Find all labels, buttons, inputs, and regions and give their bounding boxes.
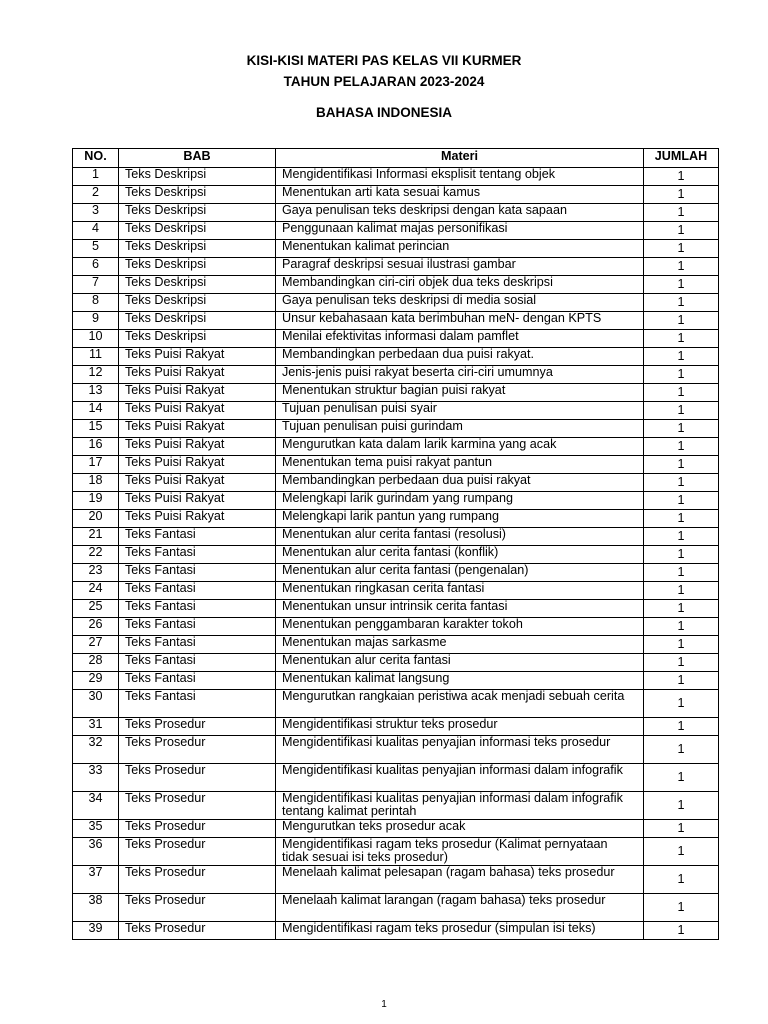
table-row	[73, 492, 719, 510]
cell-jumlah: 1	[644, 654, 719, 672]
table-row	[73, 204, 719, 222]
cell-bab: Teks Puisi Rakyat	[119, 474, 276, 492]
cell-bab: Teks Deskripsi	[119, 312, 276, 330]
table-body	[73, 168, 719, 940]
cell-jumlah: 1	[644, 866, 719, 894]
cell-no: 7	[73, 276, 119, 294]
table-row	[73, 618, 719, 636]
cell-bab: Teks Fantasi	[119, 528, 276, 546]
cell-materi: Jenis-jenis puisi rakyat beserta ciri-ciri umumnya	[276, 366, 644, 384]
cell-materi: Menentukan alur cerita fantasi (resolusi)	[276, 528, 644, 546]
cell-materi: Menentukan alur cerita fantasi (konflik)	[276, 546, 644, 564]
table-row	[73, 474, 719, 492]
document-year: TAHUN PELAJARAN 2023-2024	[283, 74, 485, 89]
cell-jumlah: 1	[644, 420, 719, 438]
cell-jumlah: 1	[644, 672, 719, 690]
table-row	[73, 654, 719, 672]
cell-bab: Teks Deskripsi	[119, 222, 276, 240]
cell-no: 30	[73, 690, 119, 718]
cell-bab: Teks Prosedur	[119, 820, 276, 838]
cell-jumlah: 1	[644, 294, 719, 312]
cell-bab: Teks Prosedur	[119, 718, 276, 736]
cell-jumlah: 1	[644, 618, 719, 636]
cell-bab: Teks Fantasi	[119, 672, 276, 690]
cell-materi: Menentukan arti kata sesuai kamus	[276, 186, 644, 204]
cell-bab: Teks Prosedur	[119, 866, 276, 894]
cell-bab: Teks Fantasi	[119, 600, 276, 618]
table-row	[73, 348, 719, 366]
cell-bab: Teks Prosedur	[119, 792, 276, 820]
cell-jumlah: 1	[644, 348, 719, 366]
cell-jumlah: 1	[644, 820, 719, 838]
table-row	[73, 528, 719, 546]
cell-materi: Menentukan alur cerita fantasi (pengenalan)	[276, 564, 644, 582]
table-row	[73, 384, 719, 402]
cell-jumlah: 1	[644, 894, 719, 922]
cell-no: 8	[73, 294, 119, 312]
cell-no: 23	[73, 564, 119, 582]
cell-jumlah: 1	[644, 736, 719, 764]
cell-bab: Teks Puisi Rakyat	[119, 456, 276, 474]
cell-materi: Mengidentifikasi struktur teks prosedur	[276, 718, 644, 736]
cell-materi: Melengkapi larik gurindam yang rumpang	[276, 492, 644, 510]
table-row	[73, 792, 719, 820]
cell-materi: Menentukan majas sarkasme	[276, 636, 644, 654]
table-row	[73, 820, 719, 838]
table-row	[73, 866, 719, 894]
cell-jumlah: 1	[644, 636, 719, 654]
table-row	[73, 222, 719, 240]
cell-bab: Teks Deskripsi	[119, 276, 276, 294]
cell-materi: Penggunaan kalimat majas personifikasi	[276, 222, 644, 240]
cell-no: 19	[73, 492, 119, 510]
cell-no: 25	[73, 600, 119, 618]
cell-bab: Teks Puisi Rakyat	[119, 510, 276, 528]
cell-materi: Gaya penulisan teks deskripsi di media sosial	[276, 294, 644, 312]
cell-jumlah: 1	[644, 402, 719, 420]
cell-jumlah: 1	[644, 474, 719, 492]
cell-materi: Membandingkan perbedaan dua puisi rakyat.	[276, 348, 644, 366]
header-materi: Materi	[276, 149, 644, 168]
table-row	[73, 366, 719, 384]
table-row	[73, 168, 719, 186]
cell-materi: Menelaah kalimat pelesapan (ragam bahasa) teks prosedur	[276, 866, 644, 894]
cell-materi: Tujuan penulisan puisi gurindam	[276, 420, 644, 438]
cell-bab: Teks Deskripsi	[119, 186, 276, 204]
cell-no: 37	[73, 866, 119, 894]
document-subject: BAHASA INDONESIA	[315, 105, 452, 120]
cell-materi: Mengidentifikasi kualitas penyajian informasi dalam infografik	[276, 764, 644, 792]
table-row	[73, 312, 719, 330]
table-row	[73, 718, 719, 736]
table-row	[73, 258, 719, 276]
cell-materi: Menentukan penggambaran karakter tokoh	[276, 618, 644, 636]
header-no: NO.	[73, 149, 119, 168]
cell-jumlah: 1	[644, 510, 719, 528]
cell-materi: Menentukan ringkasan cerita fantasi	[276, 582, 644, 600]
cell-bab: Teks Puisi Rakyat	[119, 402, 276, 420]
cell-jumlah: 1	[644, 764, 719, 792]
cell-no: 3	[73, 204, 119, 222]
cell-no: 22	[73, 546, 119, 564]
cell-materi: Menentukan tema puisi rakyat pantun	[276, 456, 644, 474]
cell-materi: Melengkapi larik pantun yang rumpang	[276, 510, 644, 528]
table-row	[73, 922, 719, 940]
cell-materi: Unsur kebahasaan kata berimbuhan meN- dengan KPTS	[276, 312, 644, 330]
cell-bab: Teks Deskripsi	[119, 240, 276, 258]
cell-materi: Mengurutkan kata dalam larik karmina yang acak	[276, 438, 644, 456]
cell-no: 17	[73, 456, 119, 474]
cell-materi: Mengidentifikasi ragam teks prosedur (simpulan isi teks)	[276, 922, 644, 940]
cell-jumlah: 1	[644, 528, 719, 546]
cell-no: 14	[73, 402, 119, 420]
cell-bab: Teks Fantasi	[119, 582, 276, 600]
table-row	[73, 330, 719, 348]
cell-jumlah: 1	[644, 690, 719, 718]
cell-no: 36	[73, 838, 119, 866]
cell-bab: Teks Fantasi	[119, 690, 276, 718]
cell-no: 15	[73, 420, 119, 438]
cell-no: 35	[73, 820, 119, 838]
cell-materi: Membandingkan perbedaan dua puisi rakyat	[276, 474, 644, 492]
header-jumlah: JUMLAH	[644, 149, 719, 168]
cell-bab: Teks Fantasi	[119, 654, 276, 672]
cell-no: 9	[73, 312, 119, 330]
material-grid-table	[72, 148, 719, 940]
cell-materi: Gaya penulisan teks deskripsi dengan kata sapaan	[276, 204, 644, 222]
cell-no: 39	[73, 922, 119, 940]
cell-jumlah: 1	[644, 718, 719, 736]
cell-no: 34	[73, 792, 119, 820]
cell-no: 6	[73, 258, 119, 276]
cell-no: 20	[73, 510, 119, 528]
cell-no: 12	[73, 366, 119, 384]
cell-jumlah: 1	[644, 240, 719, 258]
cell-no: 5	[73, 240, 119, 258]
cell-jumlah: 1	[644, 582, 719, 600]
cell-bab: Teks Puisi Rakyat	[119, 492, 276, 510]
cell-materi: Mengidentifikasi Informasi eksplisit tentang objek	[276, 168, 644, 186]
table-row	[73, 240, 719, 258]
cell-bab: Teks Prosedur	[119, 764, 276, 792]
cell-no: 18	[73, 474, 119, 492]
table-row	[73, 456, 719, 474]
cell-no: 2	[73, 186, 119, 204]
document-title: KISI-KISI MATERI PAS KELAS VII KURMER	[246, 53, 522, 68]
cell-jumlah: 1	[644, 438, 719, 456]
cell-no: 27	[73, 636, 119, 654]
cell-jumlah: 1	[644, 546, 719, 564]
table-row	[73, 510, 719, 528]
cell-bab: Teks Fantasi	[119, 636, 276, 654]
table-row	[73, 600, 719, 618]
cell-jumlah: 1	[644, 258, 719, 276]
table-header-row	[73, 149, 719, 168]
cell-jumlah: 1	[644, 564, 719, 582]
cell-jumlah: 1	[644, 330, 719, 348]
cell-materi: Menentukan alur cerita fantasi	[276, 654, 644, 672]
cell-bab: Teks Deskripsi	[119, 330, 276, 348]
table-row	[73, 736, 719, 764]
cell-materi: Membandingkan ciri-ciri objek dua teks deskripsi	[276, 276, 644, 294]
table-row	[73, 294, 719, 312]
cell-bab: Teks Prosedur	[119, 838, 276, 866]
cell-bab: Teks Prosedur	[119, 922, 276, 940]
cell-bab: Teks Deskripsi	[119, 294, 276, 312]
cell-jumlah: 1	[644, 922, 719, 940]
table-row	[73, 546, 719, 564]
cell-materi: Mengurutkan teks prosedur acak	[276, 820, 644, 838]
cell-jumlah: 1	[644, 366, 719, 384]
table-row	[73, 438, 719, 456]
cell-no: 28	[73, 654, 119, 672]
table-row	[73, 690, 719, 718]
cell-no: 21	[73, 528, 119, 546]
cell-bab: Teks Fantasi	[119, 618, 276, 636]
page-number: 1	[381, 999, 387, 1010]
cell-no: 38	[73, 894, 119, 922]
cell-jumlah: 1	[644, 186, 719, 204]
cell-no: 16	[73, 438, 119, 456]
table-row	[73, 186, 719, 204]
cell-materi: Menelaah kalimat larangan (ragam bahasa) teks prosedur	[276, 894, 644, 922]
cell-materi: Mengidentifikasi ragam teks prosedur (Kalimat pernyataan tidak sesuai isi teks prosedur)	[276, 838, 644, 866]
cell-bab: Teks Puisi Rakyat	[119, 348, 276, 366]
cell-materi: Paragraf deskripsi sesuai ilustrasi gambar	[276, 258, 644, 276]
cell-no: 31	[73, 718, 119, 736]
cell-jumlah: 1	[644, 276, 719, 294]
table-row	[73, 420, 719, 438]
cell-jumlah: 1	[644, 204, 719, 222]
cell-no: 4	[73, 222, 119, 240]
cell-jumlah: 1	[644, 456, 719, 474]
table-row	[73, 838, 719, 866]
cell-bab: Teks Prosedur	[119, 894, 276, 922]
cell-materi: Mengidentifikasi kualitas penyajian informasi dalam infografik tentang kalimat perintah	[276, 792, 644, 820]
cell-jumlah: 1	[644, 222, 719, 240]
cell-no: 10	[73, 330, 119, 348]
cell-bab: Teks Fantasi	[119, 546, 276, 564]
cell-bab: Teks Fantasi	[119, 564, 276, 582]
table-row	[73, 764, 719, 792]
cell-jumlah: 1	[644, 792, 719, 820]
cell-bab: Teks Puisi Rakyat	[119, 420, 276, 438]
cell-bab: Teks Puisi Rakyat	[119, 384, 276, 402]
cell-materi: Menilai efektivitas informasi dalam pamflet	[276, 330, 644, 348]
cell-bab: Teks Prosedur	[119, 736, 276, 764]
header-bab: BAB	[119, 149, 276, 168]
cell-bab: Teks Deskripsi	[119, 168, 276, 186]
cell-bab: Teks Deskripsi	[119, 258, 276, 276]
cell-jumlah: 1	[644, 492, 719, 510]
cell-no: 24	[73, 582, 119, 600]
cell-materi: Menentukan kalimat langsung	[276, 672, 644, 690]
cell-bab: Teks Puisi Rakyat	[119, 366, 276, 384]
cell-no: 1	[73, 168, 119, 186]
cell-no: 29	[73, 672, 119, 690]
cell-no: 13	[73, 384, 119, 402]
cell-no: 26	[73, 618, 119, 636]
cell-materi: Mengidentifikasi kualitas penyajian informasi teks prosedur	[276, 736, 644, 764]
cell-materi: Menentukan kalimat perincian	[276, 240, 644, 258]
cell-jumlah: 1	[644, 168, 719, 186]
cell-jumlah: 1	[644, 384, 719, 402]
cell-jumlah: 1	[644, 312, 719, 330]
cell-no: 33	[73, 764, 119, 792]
table-row	[73, 276, 719, 294]
cell-no: 32	[73, 736, 119, 764]
cell-materi: Mengurutkan rangkaian peristiwa acak menjadi sebuah cerita	[276, 690, 644, 718]
cell-materi: Menentukan struktur bagian puisi rakyat	[276, 384, 644, 402]
cell-bab: Teks Puisi Rakyat	[119, 438, 276, 456]
table-row	[73, 672, 719, 690]
cell-materi: Menentukan unsur intrinsik cerita fantasi	[276, 600, 644, 618]
table-row	[73, 402, 719, 420]
cell-bab: Teks Deskripsi	[119, 204, 276, 222]
table-row	[73, 636, 719, 654]
table-row	[73, 564, 719, 582]
cell-jumlah: 1	[644, 600, 719, 618]
table-row	[73, 894, 719, 922]
table-row	[73, 582, 719, 600]
cell-jumlah: 1	[644, 838, 719, 866]
cell-no: 11	[73, 348, 119, 366]
cell-materi: Tujuan penulisan puisi syair	[276, 402, 644, 420]
